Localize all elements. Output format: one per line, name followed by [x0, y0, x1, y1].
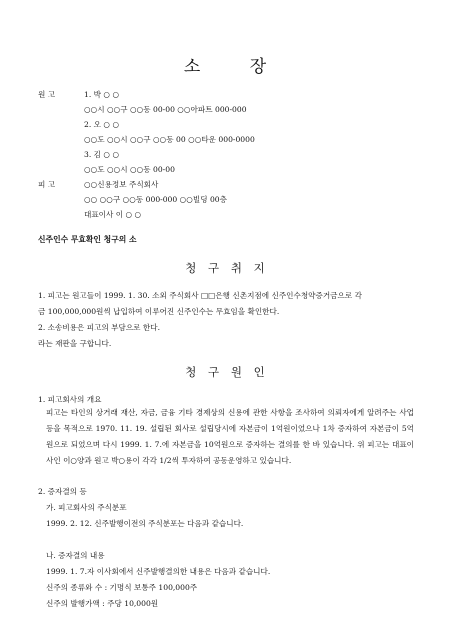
section-1-heading: 1. 피고회사의 개요 — [38, 395, 102, 404]
defendant-representative: 대표이사 이 ○ ○ — [84, 210, 142, 219]
plaintiff-role-label: 원 고 — [38, 90, 56, 99]
section-2b-heading: 나. 증자결의 내용 — [46, 551, 105, 560]
plaintiff-1-address: ○○시 ○○구 ○○동 00-00 ○○아파트 000-000 — [84, 105, 247, 114]
document-title: 소 장 — [183, 57, 289, 77]
section-2b-line-2: 신주의 종류와 수 : 기명식 보통주 100,000주 — [46, 583, 198, 592]
defendant-address: ○○ ○○구 ○○동 000-000 ○○빌딩 00층 — [84, 195, 227, 204]
section-2b-line-3: 신주의 발행가액 : 주당 10,000원 — [46, 599, 159, 608]
plaintiff-2-address: ○○도 ○○시 ○○구 ○○동 00 ○○타운 000-0000 — [84, 135, 255, 144]
section-2-heading: 2. 증자결의 등 — [38, 487, 87, 496]
claim-section-title: 청 구 취 지 — [185, 261, 269, 275]
claim-line-2: 금 100,000,000원씩 납입하여 이루어진 신주인수는 무효임을 확인한다. — [38, 307, 280, 316]
defendant-name: ○○신용정보 주식회사 — [84, 180, 159, 189]
defendant-role-label: 피 고 — [38, 180, 56, 189]
plaintiff-3-address: ○○도 ○○시 ○○동 00-00 — [84, 165, 175, 174]
cause-section-title: 청 구 원 인 — [185, 365, 269, 379]
plaintiff-1-name: 1. 박 ○ ○ — [84, 90, 120, 99]
section-1-body: 피고는 타인의 상거래 재산, 자금, 금융 기타 경제상의 신용에 관한 사항을 조사하여 의뢰자에게 알려주는 사업 등을 목적으로 1970. 11. 19. 설립된 회사로 설립당시에 자본금이 1억원이었으나 1차 증자하여 자본금이 5억원으로 되었으며 다시 1999. 1. 7.에 자본금을 10억원으로 증자하는 결의를 한 바 있습니다. 위 피고는 대표이사인 이○양과 원고 박○용이 각각 1/2씩 투자하여 공동운영하고 있습니다. — [46, 408, 414, 465]
section-2a-body: 1999. 2. 12. 신주발행이전의 주식분포는 다음과 같습니다. — [46, 519, 244, 528]
plaintiff-3-name: 3. 김 ○ ○ — [84, 150, 120, 159]
claim-line-3: 2. 소송비용은 피고의 부담으로 한다. — [38, 323, 161, 332]
section-2b-line-1: 1999. 1. 7.자 이사회에서 신주발행결의한 내용은 다음과 같습니다. — [46, 567, 271, 576]
claim-line-4: 라는 재판을 구합니다. — [38, 339, 112, 348]
case-subject: 신주인수 무효확인 청구의 소 — [38, 235, 137, 244]
plaintiff-2-name: 2. 오 ○ ○ — [84, 120, 120, 129]
section-2a-heading: 가. 피고회사의 주식분포 — [46, 503, 127, 512]
claim-line-1: 1. 피고는 원고들이 1999. 1. 30. 소외 주식회사 □□은행 신촌지점에 신주인수청약증거금으로 각 — [38, 291, 362, 300]
